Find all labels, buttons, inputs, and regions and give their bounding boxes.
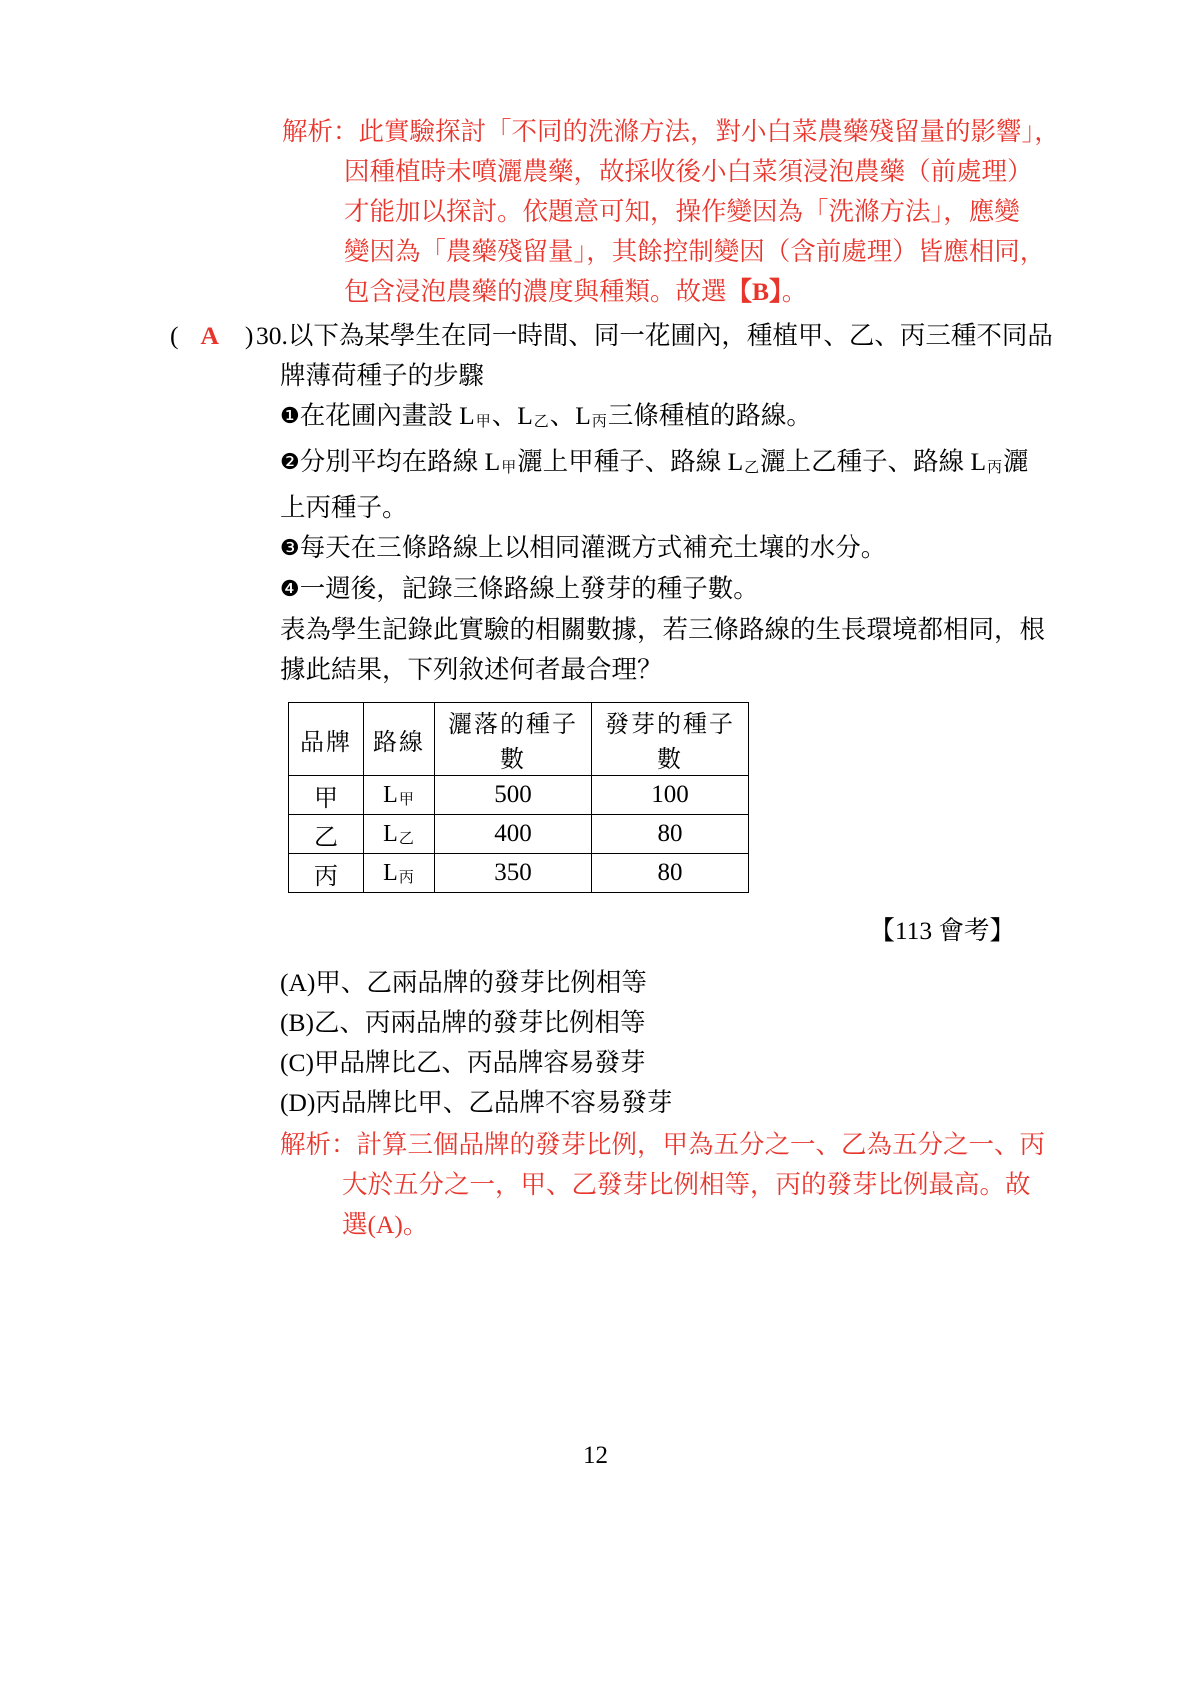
- cell-route-base: L: [383, 820, 398, 847]
- cell-route-base: L: [383, 781, 398, 808]
- question-stem-line-2: [280, 356, 1021, 396]
- cell-route: [364, 776, 435, 815]
- step-4: [280, 569, 1021, 610]
- cell-sown: 400: [435, 815, 592, 854]
- step-2-pre: 分別平均在路線 L: [299, 447, 501, 476]
- cell-route-sub: 乙: [398, 830, 414, 847]
- step-2-post: 灑: [1003, 447, 1029, 476]
- question-number: 30.: [256, 321, 288, 350]
- cell-germinated: 80: [592, 815, 749, 854]
- option-b[interactable]: (B)乙、丙兩品牌的發芽比例相等: [280, 1008, 646, 1037]
- explanation-bottom-line-2: [280, 1165, 1031, 1205]
- step-1-pre: 在花圃內畫設 L: [299, 401, 475, 430]
- step-2-sub-1: 甲: [501, 460, 517, 476]
- table-header-sown: 灑落的種子數: [435, 703, 592, 776]
- paren-open: (: [170, 321, 179, 350]
- question-body: [170, 356, 1046, 690]
- page-number: 12: [583, 1442, 608, 1469]
- cell-sown: 350: [435, 854, 592, 893]
- step-1-sub-2: 乙: [533, 414, 549, 430]
- step-4-marker: ❹: [280, 577, 300, 602]
- explanation-top-text-3: 才能加以探討。依題意可知，操作變因為「洗滌方法」，應變: [344, 197, 1020, 226]
- explanation-label: 解析：: [282, 117, 359, 146]
- cell-sown: 500: [435, 776, 592, 815]
- answer-box: [170, 316, 256, 356]
- explanation-bottom-line-1: [280, 1125, 1046, 1165]
- explanation-top-line-5: [282, 272, 982, 312]
- data-table-wrapper: [170, 702, 1021, 893]
- question-prompt-text-2: 據此結果，下列敘述何者最合理？: [280, 655, 663, 684]
- explanation-top-line-4: [282, 232, 1046, 272]
- question-prompt-line-2: [280, 650, 1021, 690]
- cell-brand: 丙: [289, 854, 364, 893]
- explanation-bottom-label: 解析：: [280, 1130, 357, 1159]
- explanation-top-line-3: [282, 192, 1020, 232]
- explanation-top-text-4: 變因為「農藥殘留量」，其餘控制變因（含前處理）皆應相同，: [344, 237, 1046, 266]
- question-30: [170, 316, 1053, 1245]
- question-stem-line-1: 以下為某學生在同一時間、同一花圃內，種植甲、乙、丙三種不同品: [287, 321, 1053, 350]
- answer-letter: A: [200, 321, 219, 350]
- explanation-top-text-1: 此實驗探討「不同的洗滌方法，對小白菜農藥殘留量的影響」，: [358, 117, 1060, 146]
- explanation-bottom-line-3: [280, 1205, 1021, 1245]
- explanation-top-answer: 【B】: [726, 277, 782, 306]
- question-prompt-text-1: 表為學生記錄此實驗的相關數據，若三條路線的生長環境都相同，根: [280, 615, 1046, 644]
- table-header-germinated: 發芽的種子數: [592, 703, 749, 776]
- exam-source-tag: 【113 會考】: [869, 916, 1015, 945]
- step-1-marker: ❶: [280, 404, 300, 429]
- explanation-bottom-text-1: 計算三個品牌的發芽比例，甲為五分之一、乙為五分之一、丙: [356, 1130, 1046, 1159]
- explanation-bottom-text-3: 選(A)。: [342, 1210, 429, 1239]
- option-d[interactable]: (D)丙品牌比甲、乙品牌不容易發芽: [280, 1088, 673, 1117]
- explanation-top-tail: 。: [781, 277, 808, 306]
- cell-germinated: 80: [592, 854, 749, 893]
- cell-route-sub: 丙: [398, 869, 414, 886]
- table-header-route: 路線: [364, 703, 435, 776]
- step-2-marker: ❷: [280, 450, 300, 475]
- step-2-mid-2: 灑上乙種子、路線 L: [760, 447, 987, 476]
- explanation-top-line-1: [282, 112, 1060, 152]
- step-2-wrap: [280, 488, 1021, 528]
- cell-route-sub: 甲: [398, 791, 414, 808]
- explanation-top-line-2: [282, 152, 1033, 192]
- option-a[interactable]: (A)甲、乙兩品牌的發芽比例相等: [280, 968, 647, 997]
- question-prompt-line-1: [280, 610, 1046, 650]
- step-2-sub-2: 乙: [744, 460, 760, 476]
- question-header: [170, 316, 1053, 356]
- table-row: [289, 776, 749, 815]
- explanation-top-text-5: 包含浸泡農藥的濃度與種類。故選: [344, 277, 727, 306]
- cell-route-base: L: [383, 859, 398, 886]
- step-2-mid-1: 灑上甲種子、路線 L: [517, 447, 744, 476]
- step-4-text: 一週後，記錄三條路線上發芽的種子數。: [299, 574, 759, 603]
- step-3-marker: ❸: [280, 536, 300, 561]
- seed-data-table: [288, 702, 749, 893]
- table-header-row: [289, 703, 749, 776]
- cell-route: [364, 815, 435, 854]
- cell-brand: 甲: [289, 776, 364, 815]
- step-1-mid-1: 、L: [491, 401, 533, 430]
- step-2-sub-3: 丙: [987, 460, 1003, 476]
- step-2: [280, 442, 1029, 488]
- step-1-mid-2: 、L: [549, 401, 591, 430]
- explanation-top-text-2: 因種植時未噴灑農藥，故採收後小白菜須浸泡農藥（前處理）: [344, 157, 1033, 186]
- explanation-block-top: [282, 112, 1060, 312]
- cell-germinated: 100: [592, 776, 749, 815]
- cell-brand: 乙: [289, 815, 364, 854]
- step-1: [280, 396, 1021, 442]
- step-3: [280, 528, 1021, 569]
- explanation-bottom-text-2: 大於五分之一，甲、乙發芽比例相等，丙的發芽比例最高。故: [342, 1170, 1031, 1199]
- paren-close: ): [244, 321, 254, 350]
- option-c[interactable]: (C)甲品牌比乙、丙品牌容易發芽: [280, 1048, 646, 1077]
- cell-route: [364, 854, 435, 893]
- step-1-sub-1: 甲: [475, 414, 491, 430]
- step-2-wrap-text: 上丙種子。: [280, 493, 408, 522]
- explanation-block-bottom: [170, 1125, 1046, 1245]
- question-stem-line-2-text: 牌薄荷種子的步驟: [280, 361, 485, 390]
- table-header-brand: 品牌: [289, 703, 364, 776]
- table-row: [289, 815, 749, 854]
- step-1-sub-3: 丙: [591, 414, 607, 430]
- step-3-text: 每天在三條路線上以相同灌溉方式補充土壤的水分。: [299, 533, 887, 562]
- answer-options: [170, 963, 1021, 1123]
- table-row: [289, 854, 749, 893]
- step-1-post: 三條種植的路線。: [607, 401, 812, 430]
